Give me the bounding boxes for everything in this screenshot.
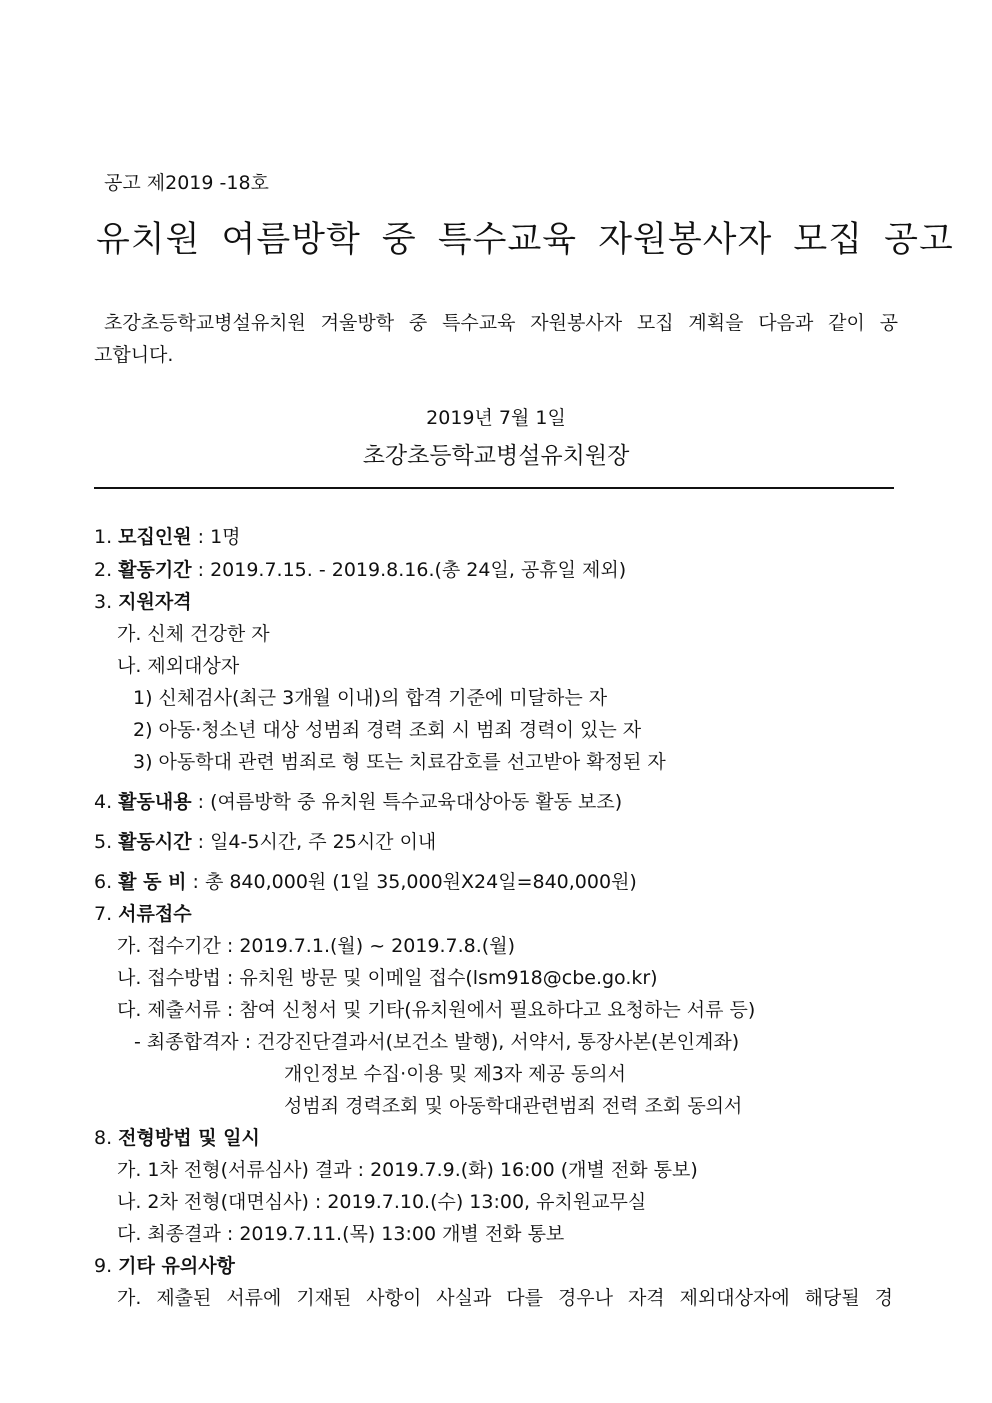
notice-number: 공고 제2019 -18호 xyxy=(104,172,269,194)
item-activity-hours: 5. 활동시간 : 일4-5시간, 주 25시간 이내 xyxy=(94,831,437,853)
selection-final: 다. 최종결과 : 2019.7.11.(목) 13:00 개별 전화 통보 xyxy=(117,1223,565,1245)
other-note-a: 가. 제출된 서류에 기재된 사항이 사실과 다를 경우나 자격 제외대상자에 해당될 경 xyxy=(117,1287,893,1309)
qualification-sub-a: 가. 신체 건강한 자 xyxy=(117,623,270,645)
item-document-submission: 7. 서류접수 xyxy=(94,903,192,925)
exclusion-2: 2) 아동·청소년 대상 성범죄 경력 조회 시 범죄 경력이 있는 자 xyxy=(133,719,642,741)
item-label: 모집인원 xyxy=(118,526,192,548)
issuer-name: 초강초등학교병설유치원장 xyxy=(362,443,630,469)
final-applicant-documents-2: 개인정보 수집·이용 및 제3자 제공 동의서 xyxy=(284,1063,626,1085)
item-label: 활동내용 xyxy=(118,791,192,813)
item-value: : (여름방학 중 유치원 특수교육대상아동 활동 보조) xyxy=(191,791,623,813)
item-label: 서류접수 xyxy=(118,903,192,925)
item-label: 지원자격 xyxy=(118,591,192,613)
intro-text-line-1: 초강초등학교병설유치원 겨울방학 중 특수교육 자원봉사자 모집 계획을 다음과 같이 공 xyxy=(104,312,898,334)
item-label: 기타 유의사항 xyxy=(118,1255,235,1277)
item-value: : 일4-5시간, 주 25시간 이내 xyxy=(191,831,437,853)
item-value: : 1명 xyxy=(191,526,241,548)
item-other-notes: 9. 기타 유의사항 xyxy=(94,1255,235,1277)
item-activity-fee: 6. 활 동 비 : 총 840,000원 (1일 35,000원X24일=840,000원) xyxy=(94,871,637,893)
item-activity-period: 2. 활동기간 : 2019.7.15. - 2019.8.16.(총 24일, 공휴일 제외) xyxy=(94,559,627,581)
page-title: 유치원 여름방학 중 특수교육 자원봉사자 모집 공고 xyxy=(96,220,954,260)
item-value: : 총 840,000원 (1일 35,000원X24일=840,000원) xyxy=(186,871,637,893)
exclusion-1: 1) 신체검사(최근 3개월 이내)의 합격 기준에 미달하는 자 xyxy=(133,687,608,709)
item-label: 활동시간 xyxy=(118,831,192,853)
item-label: 활동기간 xyxy=(118,559,192,581)
item-recruit-count: 1. 모집인원 : 1명 xyxy=(94,526,241,548)
final-applicant-documents-1: - 최종합격자 : 건강진단결과서(보건소 발행), 서약서, 통장사본(본인계좌) xyxy=(134,1031,740,1053)
qualification-sub-b: 나. 제외대상자 xyxy=(117,655,240,677)
divider xyxy=(94,487,894,489)
final-applicant-documents-3: 성범죄 경력조회 및 아동학대관련범죄 전력 조회 동의서 xyxy=(284,1095,743,1117)
submission-method: 나. 접수방법 : 유치원 방문 및 이메일 접수(lsm918@cbe.go.kr) xyxy=(117,967,658,989)
item-selection-method: 8. 전형방법 및 일시 xyxy=(94,1127,260,1149)
item-value: : 2019.7.15. - 2019.8.16.(총 24일, 공휴일 제외) xyxy=(191,559,627,581)
selection-stage-2: 나. 2차 전형(대면심사) : 2019.7.10.(수) 13:00, 유치원교무실 xyxy=(117,1191,647,1213)
exclusion-3: 3) 아동학대 관련 범죄로 형 또는 치료감호를 선고받아 확정된 자 xyxy=(133,751,666,773)
notice-date: 2019년 7월 1일 xyxy=(426,407,566,429)
item-label: 활 동 비 xyxy=(118,871,187,893)
selection-stage-1: 가. 1차 전형(서류심사) 결과 : 2019.7.9.(화) 16:00 (개별 전화 통보) xyxy=(117,1159,698,1181)
item-activity-content: 4. 활동내용 : (여름방학 중 유치원 특수교육대상아동 활동 보조) xyxy=(94,791,623,813)
item-label: 전형방법 및 일시 xyxy=(118,1127,260,1149)
submission-period: 가. 접수기간 : 2019.7.1.(월) ~ 2019.7.8.(월) xyxy=(117,935,515,957)
submission-documents: 다. 제출서류 : 참여 신청서 및 기타(유치원에서 필요하다고 요청하는 서류 등) xyxy=(117,999,756,1021)
item-qualification: 3. 지원자격 xyxy=(94,591,192,613)
intro-text-line-2: 고합니다. xyxy=(94,344,174,366)
